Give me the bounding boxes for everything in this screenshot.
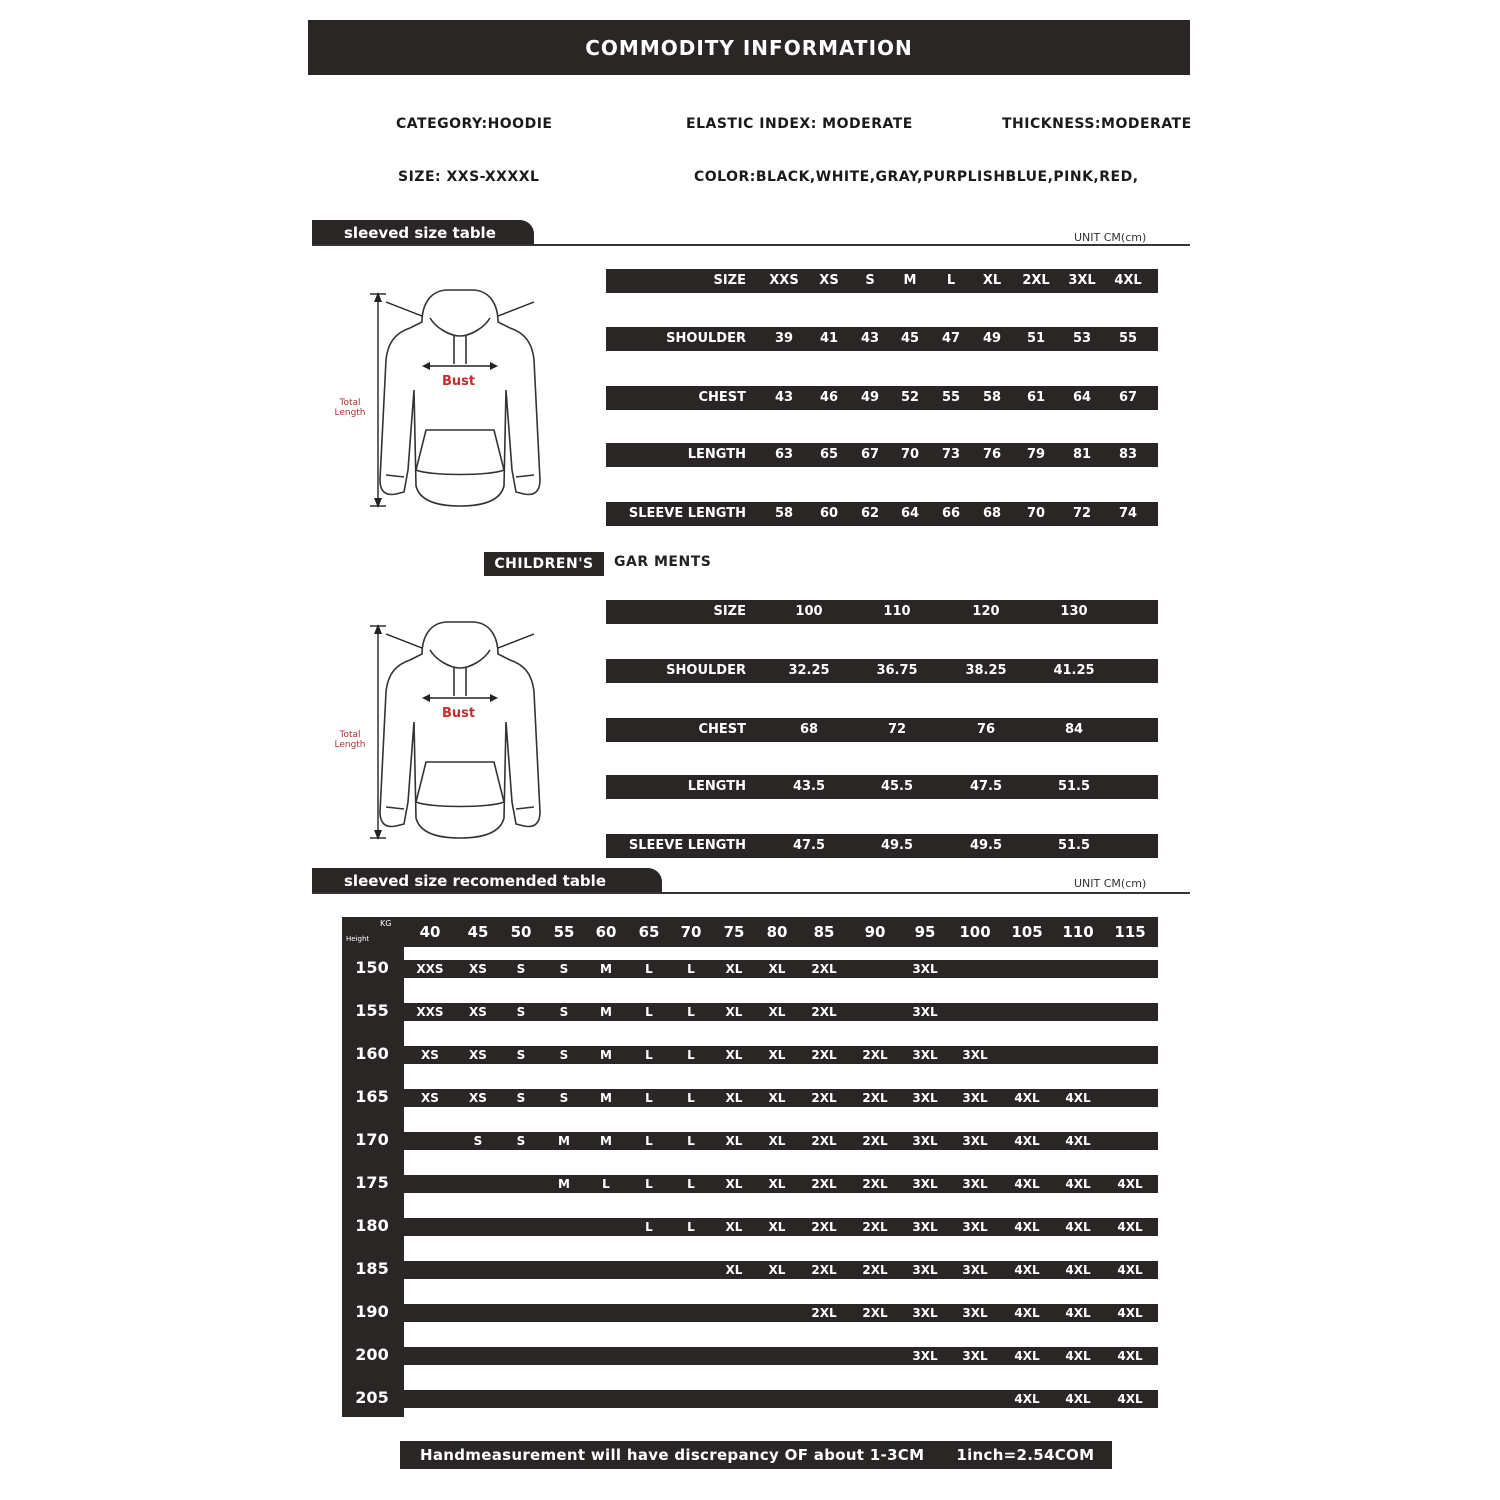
table-cell: 68: [799, 722, 819, 737]
table-cell: 49.5: [880, 838, 914, 853]
table-cell: 55: [1118, 331, 1138, 346]
table-cell: 73: [941, 447, 961, 462]
height-cell: 170: [355, 1130, 389, 1149]
info-category: CATEGORY:HOODIE: [396, 116, 553, 132]
table-cell: 41.25: [1053, 663, 1095, 678]
table-cell: 63: [774, 447, 794, 462]
recommend-row: [404, 1218, 1158, 1236]
size-cell: 4XL: [1117, 1306, 1143, 1320]
recommend-row: [404, 1347, 1158, 1365]
size-cell: 4XL: [1065, 1349, 1091, 1363]
table-cell: 47.5: [792, 838, 826, 853]
table-cell: 70: [1026, 506, 1046, 521]
corner-height-label: Height: [346, 935, 370, 943]
table-cell: 32.25: [788, 663, 830, 678]
weight-header-cell: 40: [419, 923, 441, 941]
height-cell: 155: [355, 1001, 389, 1020]
size-cell: 3XL: [912, 1177, 938, 1191]
row-label: SIZE: [713, 273, 746, 288]
recommend-row: [404, 1390, 1158, 1408]
children-row-sleeve-length: [606, 834, 1158, 858]
page-title: COMMODITY INFORMATION: [585, 35, 913, 60]
table-cell: 49: [982, 331, 1002, 346]
table-cell: 51.5: [1057, 838, 1091, 853]
children-row-shoulder: [606, 659, 1158, 683]
adult-row-size: [606, 269, 1158, 293]
info-color: COLOR:BLACK,WHITE,GRAY,PURPLISHBLUE,PINK,RED,: [694, 169, 1139, 185]
size-cell: 3XL: [912, 1134, 938, 1148]
size-cell: 4XL: [1014, 1306, 1040, 1320]
table-cell: 45.5: [880, 779, 914, 794]
table-cell: 100: [795, 604, 823, 619]
children-suffix: GAR MENTS: [614, 554, 712, 570]
table-cell: 65: [819, 447, 839, 462]
size-cell: 4XL: [1065, 1263, 1091, 1277]
table-cell: 110: [883, 604, 911, 619]
size-cell: 3XL: [962, 1048, 988, 1062]
adult-length-label: [330, 398, 370, 418]
size-cell: 3XL: [962, 1134, 988, 1148]
size-cell: XS: [469, 962, 487, 976]
weight-header-cell: 45: [467, 923, 489, 941]
row-label: SLEEVE LENGTH: [628, 506, 746, 521]
table-cell: 45: [900, 331, 920, 346]
adult-unit-label: UNIT CM(cm): [1074, 231, 1147, 244]
size-cell: S: [516, 1091, 526, 1105]
size-cell: 3XL: [912, 962, 938, 976]
table-cell: S: [865, 273, 875, 288]
size-cell: L: [687, 962, 695, 976]
row-label: LENGTH: [687, 447, 746, 462]
row-label: CHEST: [698, 390, 746, 405]
size-cell: XS: [421, 1091, 439, 1105]
size-cell: 3XL: [962, 1263, 988, 1277]
weight-header-cell: 60: [595, 923, 617, 941]
size-cell: 4XL: [1117, 1177, 1143, 1191]
footer-note-bar: [400, 1441, 1112, 1469]
weight-header-cell: 50: [510, 923, 532, 941]
size-cell: XS: [469, 1091, 487, 1105]
size-cell: 2XL: [862, 1263, 888, 1277]
recommend-row: [404, 1003, 1158, 1021]
table-cell: 58: [774, 506, 794, 521]
table-cell: 47: [941, 331, 961, 346]
table-cell: 64: [900, 506, 920, 521]
size-cell: S: [516, 1134, 526, 1148]
table-cell: 60: [819, 506, 839, 521]
size-cell: 2XL: [862, 1048, 888, 1062]
table-cell: 49: [860, 390, 880, 405]
weight-header-cell: 55: [553, 923, 575, 941]
size-cell: M: [600, 1091, 612, 1105]
recommend-header-row: [342, 917, 1158, 947]
table-cell: 43: [774, 390, 794, 405]
table-cell: 62: [860, 506, 880, 521]
table-cell: 84: [1064, 722, 1084, 737]
size-cell: 3XL: [912, 1220, 938, 1234]
weight-header-cell: 95: [914, 923, 936, 941]
table-cell: L: [946, 273, 956, 288]
weight-header-cell: 80: [766, 923, 788, 941]
table-cell: 58: [982, 390, 1002, 405]
size-cell: 4XL: [1014, 1392, 1040, 1406]
children-row-chest: [606, 718, 1158, 742]
size-cell: XL: [725, 1048, 743, 1062]
height-cell: 160: [355, 1044, 389, 1063]
recommend-row: [404, 1175, 1158, 1193]
size-cell: M: [600, 1048, 612, 1062]
size-cell: 4XL: [1014, 1263, 1040, 1277]
size-cell: 4XL: [1117, 1349, 1143, 1363]
size-cell: XS: [469, 1005, 487, 1019]
size-cell: M: [600, 1005, 612, 1019]
size-cell: 4XL: [1014, 1091, 1040, 1105]
size-cell: 3XL: [962, 1091, 988, 1105]
size-cell: 4XL: [1117, 1392, 1143, 1406]
recommend-row: [404, 1089, 1158, 1107]
size-cell: L: [645, 1220, 653, 1234]
size-cell: 3XL: [912, 1048, 938, 1062]
adult-row-length: [606, 443, 1158, 467]
table-cell: 67: [860, 447, 880, 462]
size-cell: S: [516, 1005, 526, 1019]
size-cell: L: [645, 1134, 653, 1148]
size-cell: 3XL: [912, 1263, 938, 1277]
size-cell: 3XL: [962, 1349, 988, 1363]
recommend-row: [404, 1304, 1158, 1322]
size-cell: S: [559, 1005, 569, 1019]
row-label: CHEST: [698, 722, 746, 737]
recommend-row: [404, 1046, 1158, 1064]
adult-row-chest: [606, 386, 1158, 410]
weight-header-cell: 105: [1011, 923, 1043, 941]
size-cell: 2XL: [811, 1048, 837, 1062]
size-cell: XL: [725, 1134, 743, 1148]
weight-header-cell: 75: [723, 923, 745, 941]
size-cell: 2XL: [811, 1005, 837, 1019]
table-cell: 3XL: [1068, 273, 1096, 288]
adult-hoodie-figure: [330, 280, 590, 520]
table-cell: 46: [819, 390, 839, 405]
size-cell: 2XL: [811, 1306, 837, 1320]
recommend-height-column: [342, 947, 404, 1417]
recommend-section-title-text: sleeved size recomended table: [344, 872, 606, 890]
table-cell: 67: [1118, 390, 1138, 405]
footer-conversion: 1inch=2.54COM: [956, 1446, 1095, 1464]
size-cell: 3XL: [962, 1177, 988, 1191]
size-cell: XL: [768, 1220, 786, 1234]
weight-header-cell: 115: [1114, 923, 1146, 941]
size-cell: XXS: [416, 962, 444, 976]
size-cell: M: [558, 1177, 570, 1191]
size-cell: 4XL: [1065, 1134, 1091, 1148]
size-cell: S: [559, 1048, 569, 1062]
size-cell: 3XL: [962, 1306, 988, 1320]
recommend-row: [404, 960, 1158, 978]
size-cell: S: [516, 962, 526, 976]
weight-header-cell: 110: [1062, 923, 1094, 941]
size-cell: XL: [768, 1005, 786, 1019]
table-cell: 47.5: [969, 779, 1003, 794]
table-cell: 83: [1118, 447, 1138, 462]
size-cell: XS: [421, 1048, 439, 1062]
size-cell: L: [687, 1220, 695, 1234]
height-cell: 175: [355, 1173, 389, 1192]
size-cell: XL: [768, 1134, 786, 1148]
size-cell: XL: [768, 1263, 786, 1277]
children-length-line2: Length: [334, 740, 366, 750]
size-cell: L: [687, 1091, 695, 1105]
size-cell: L: [687, 1177, 695, 1191]
table-cell: 66: [941, 506, 961, 521]
table-cell: 51.5: [1057, 779, 1091, 794]
table-cell: 76: [982, 447, 1002, 462]
table-cell: 55: [941, 390, 961, 405]
size-cell: 2XL: [862, 1091, 888, 1105]
size-cell: 4XL: [1065, 1091, 1091, 1105]
table-cell: 38.25: [965, 663, 1007, 678]
table-cell: XS: [819, 273, 839, 288]
info-elastic: ELASTIC INDEX: MODERATE: [686, 116, 913, 132]
table-cell: XXS: [769, 273, 799, 288]
table-cell: 76: [976, 722, 996, 737]
recommend-section-title: [312, 868, 662, 894]
size-cell: 3XL: [962, 1220, 988, 1234]
recommend-row: [404, 1261, 1158, 1279]
height-cell: 150: [355, 958, 389, 977]
size-cell: 2XL: [811, 1220, 837, 1234]
children-length-line1: Total: [339, 730, 361, 740]
size-cell: 3XL: [912, 1306, 938, 1320]
size-cell: XL: [768, 1177, 786, 1191]
size-cell: 3XL: [912, 1349, 938, 1363]
table-cell: 53: [1072, 331, 1092, 346]
children-row-length: [606, 775, 1158, 799]
size-cell: L: [645, 1091, 653, 1105]
weight-header-cell: 100: [959, 923, 991, 941]
size-cell: XL: [725, 1177, 743, 1191]
size-cell: 4XL: [1065, 1306, 1091, 1320]
size-cell: 2XL: [811, 1177, 837, 1191]
size-cell: 4XL: [1014, 1349, 1040, 1363]
size-cell: L: [687, 1134, 695, 1148]
size-cell: L: [645, 1177, 653, 1191]
size-cell: 4XL: [1065, 1220, 1091, 1234]
info-thickness: THICKNESS:MODERATE: [1002, 116, 1192, 132]
size-cell: 4XL: [1065, 1177, 1091, 1191]
table-cell: 61: [1026, 390, 1046, 405]
size-cell: XL: [725, 962, 743, 976]
row-label: SLEEVE LENGTH: [628, 838, 746, 853]
size-cell: 2XL: [862, 1177, 888, 1191]
size-cell: M: [558, 1134, 570, 1148]
height-cell: 205: [355, 1388, 389, 1407]
size-cell: S: [559, 962, 569, 976]
commodity-info-banner: [308, 20, 1190, 75]
weight-header-cell: 85: [813, 923, 835, 941]
table-cell: 120: [972, 604, 1000, 619]
recommend-section-divider: [312, 892, 1190, 894]
height-cell: 165: [355, 1087, 389, 1106]
table-cell: 36.75: [876, 663, 918, 678]
table-cell: M: [903, 273, 917, 288]
size-cell: XL: [725, 1005, 743, 1019]
height-cell: 190: [355, 1302, 389, 1321]
size-cell: S: [516, 1048, 526, 1062]
size-cell: XXS: [416, 1005, 444, 1019]
info-size: SIZE: XXS-XXXXL: [398, 169, 540, 185]
size-cell: L: [602, 1177, 610, 1191]
row-label: SIZE: [713, 604, 746, 619]
row-label: SHOULDER: [666, 331, 746, 346]
table-cell: 4XL: [1114, 273, 1142, 288]
size-cell: S: [559, 1091, 569, 1105]
table-cell: 64: [1072, 390, 1092, 405]
children-bust-label: Bust: [442, 706, 476, 721]
table-cell: 70: [900, 447, 920, 462]
size-cell: XL: [725, 1263, 743, 1277]
footer-note: Handmeasurement will have discrepancy OF about 1-3CM: [420, 1446, 925, 1464]
size-cell: L: [645, 1005, 653, 1019]
adult-length-line1: Total: [339, 398, 361, 408]
table-cell: 39: [774, 331, 794, 346]
table-cell: 130: [1060, 604, 1088, 619]
table-cell: 41: [819, 331, 839, 346]
table-cell: 68: [982, 506, 1002, 521]
adult-bust-label: Bust: [442, 374, 476, 389]
children-row-size: [606, 600, 1158, 624]
size-cell: S: [473, 1134, 483, 1148]
size-cell: XS: [469, 1048, 487, 1062]
size-cell: 2XL: [811, 1091, 837, 1105]
size-cell: 2XL: [811, 962, 837, 976]
size-cell: 3XL: [912, 1005, 938, 1019]
size-cell: 4XL: [1014, 1220, 1040, 1234]
size-cell: 2XL: [862, 1220, 888, 1234]
weight-header-cell: 65: [638, 923, 660, 941]
adult-length-line2: Length: [334, 408, 366, 418]
size-cell: 4XL: [1117, 1263, 1143, 1277]
table-cell: 52: [900, 390, 920, 405]
row-label: LENGTH: [687, 779, 746, 794]
size-cell: L: [645, 962, 653, 976]
table-cell: 79: [1026, 447, 1046, 462]
row-label: SHOULDER: [666, 663, 746, 678]
children-hoodie-figure: [330, 612, 590, 852]
recommend-corner-cell: [342, 917, 404, 947]
children-length-label: [330, 730, 370, 750]
height-cell: 200: [355, 1345, 389, 1364]
height-cell: 185: [355, 1259, 389, 1278]
weight-header-cell: 70: [680, 923, 702, 941]
recommend-row: [404, 1132, 1158, 1150]
size-cell: L: [645, 1048, 653, 1062]
size-cell: L: [687, 1005, 695, 1019]
size-cell: 2XL: [811, 1263, 837, 1277]
size-cell: 2XL: [811, 1134, 837, 1148]
table-cell: 72: [887, 722, 907, 737]
adult-section-title: [312, 220, 534, 246]
size-cell: XL: [768, 1091, 786, 1105]
table-cell: 81: [1072, 447, 1092, 462]
size-cell: XL: [725, 1220, 743, 1234]
table-cell: 43: [860, 331, 880, 346]
adult-row-sleeve-length: [606, 502, 1158, 526]
table-cell: 49.5: [969, 838, 1003, 853]
size-cell: 4XL: [1014, 1177, 1040, 1191]
table-cell: 43.5: [792, 779, 826, 794]
size-cell: XL: [768, 1048, 786, 1062]
height-cell: 180: [355, 1216, 389, 1235]
table-cell: 51: [1026, 331, 1046, 346]
adult-section-divider: [312, 244, 1190, 246]
size-cell: 4XL: [1014, 1134, 1040, 1148]
table-cell: XL: [982, 273, 1002, 288]
table-cell: 2XL: [1022, 273, 1050, 288]
children-badge: CHILDREN'S: [484, 552, 604, 576]
size-cell: XL: [725, 1091, 743, 1105]
size-cell: 3XL: [912, 1091, 938, 1105]
table-cell: 72: [1072, 506, 1092, 521]
recommend-unit-label: UNIT CM(cm): [1074, 877, 1147, 890]
size-cell: M: [600, 962, 612, 976]
size-cell: 2XL: [862, 1306, 888, 1320]
size-cell: 2XL: [862, 1134, 888, 1148]
size-cell: M: [600, 1134, 612, 1148]
corner-weight-label: KG: [380, 919, 392, 928]
adult-row-shoulder: [606, 327, 1158, 351]
size-cell: L: [687, 1048, 695, 1062]
size-cell: XL: [768, 962, 786, 976]
size-cell: 4XL: [1065, 1392, 1091, 1406]
weight-header-cell: 90: [864, 923, 886, 941]
size-cell: 4XL: [1117, 1220, 1143, 1234]
table-cell: 74: [1118, 506, 1138, 521]
adult-section-title-text: sleeved size table: [344, 224, 496, 242]
